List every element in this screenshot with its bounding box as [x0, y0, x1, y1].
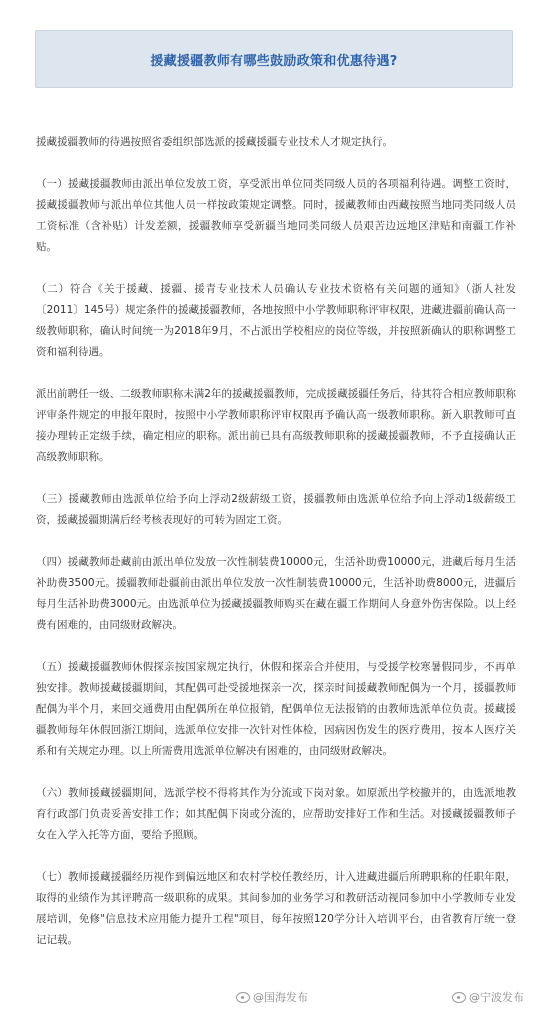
title-banner — [35, 30, 513, 88]
paragraph-4: （四）援藏教师赴藏前由派出单位发放一次性制装费10000元，生活补助费10000元，进藏后每月生活补助费3500元。援疆教师赴疆前由派出单位发放一次性制装费10000元，生活补助费8000元，进疆后每月生活补助费3000元。由选派单位为援藏援疆教师购买在藏在疆工作期间人身意外伤害保险。以上经费有困难的，由同级财政解决。 — [36, 556, 516, 631]
paragraph-3: （三）援藏教师由选派单位给予向上浮动2级薪级工资，援疆教师由选派单位给予向上浮动1级薪级工资，援藏援疆期满后经考核表现好的可转为固定工资。 — [36, 493, 516, 526]
paragraph-2: （二）符合《关于援藏、援疆、援青专业技术人员确认专业技术资格有关问题的通知》（浙人社发〔2011〕145号）规定条件的援藏援疆教师，各地按照中小学教师职称评审权限，进藏进疆前确认高一级教师职称，确认时间统一为2018年9月，不占派出学校相应的岗位等级，并按照新确认的职称调整工资和福利待遇。 — [36, 283, 516, 358]
weibo-icon — [452, 992, 466, 1003]
weibo-icon — [236, 992, 250, 1003]
paragraph-5: （五）援藏援疆教师休假探亲按国家规定执行，休假和探亲合并使用，与受援学校寒暑假同步，不再单独安排。教师援藏援疆期间，其配偶可赴受援地探亲一次，探亲时间援藏教师配偶为一个月，援疆教师配偶为半个月，来回交通费用由配偶所在单位报销，配偶单位无法报销的由教师选派单位负责。援藏援疆教师每年休假回浙江期间，选派单位安排一次针对性体检，因病因伤发生的医疗费用，按本人医疗关系和有关规定办理。以上所需费用选派单位解决有困难的，由同级财政解决。 — [36, 661, 516, 757]
paragraph-1: （一）援藏援疆教师由派出单位发放工资，享受派出单位同类同级人员的各项福利待遇。调整工资时，援藏援疆教师与派出单位其他人员一样按政策规定调整。同时，援藏教师由西藏按照当地同类同级人员工资标准（含补贴）计发差额，援疆教师享受新疆当地同类同级人员艰苦边远地区津贴和南疆工作补贴。 — [36, 178, 516, 253]
page-title: 援藏援疆教师有哪些鼓励政策和优惠待遇? — [150, 53, 398, 69]
watermark-right-text: @宁波发布 — [469, 991, 524, 1004]
paragraph-intro: 援藏援疆教师的待遇按照省委组织部选派的援藏援疆专业技术人才规定执行。 — [36, 136, 393, 148]
article-body — [36, 132, 516, 972]
paragraph-6: （六）教师援藏援疆期间，选派学校不得将其作为分流或下岗对象。如原派出学校撤并的，由选派地教育行政部门负责妥善安排工作；如其配偶下岗或分流的，应帮助安排好工作和生活。对援藏援疆教师子女在入学入托等方面，要给予照顾。 — [36, 787, 516, 841]
paragraph-2-continued: 派出前聘任一级、二级教师职称未满2年的援藏援疆教师，完成援藏援疆任务后，待其符合相应教师职称评审条件规定的申报年限时，按照中小学教师职称评审权限再予确认高一级教师职称。新入职教师可直接办理转正定级手续，确定相应的职称。派出前已具有高级教师职称的援藏援疆教师，不予直接确认正高级教师职称。 — [36, 388, 516, 463]
watermark-left-text: @国海发布 — [253, 991, 308, 1004]
watermark-right — [452, 989, 524, 1005]
paragraph-7: （七）教师援藏援疆经历视作到偏远地区和农村学校任教经历，计入进藏进疆后所聘职称的任职年限，取得的业绩作为其评聘高一级职称的成果。其间参加的业务学习和教研活动视同参加中小学教师专业发展培训，免修"信息技术应用能力提升工程"项目，每年按照120学分计入培训平台，由省教育厅统一登记记载。 — [36, 871, 516, 946]
watermark-left — [236, 989, 308, 1005]
